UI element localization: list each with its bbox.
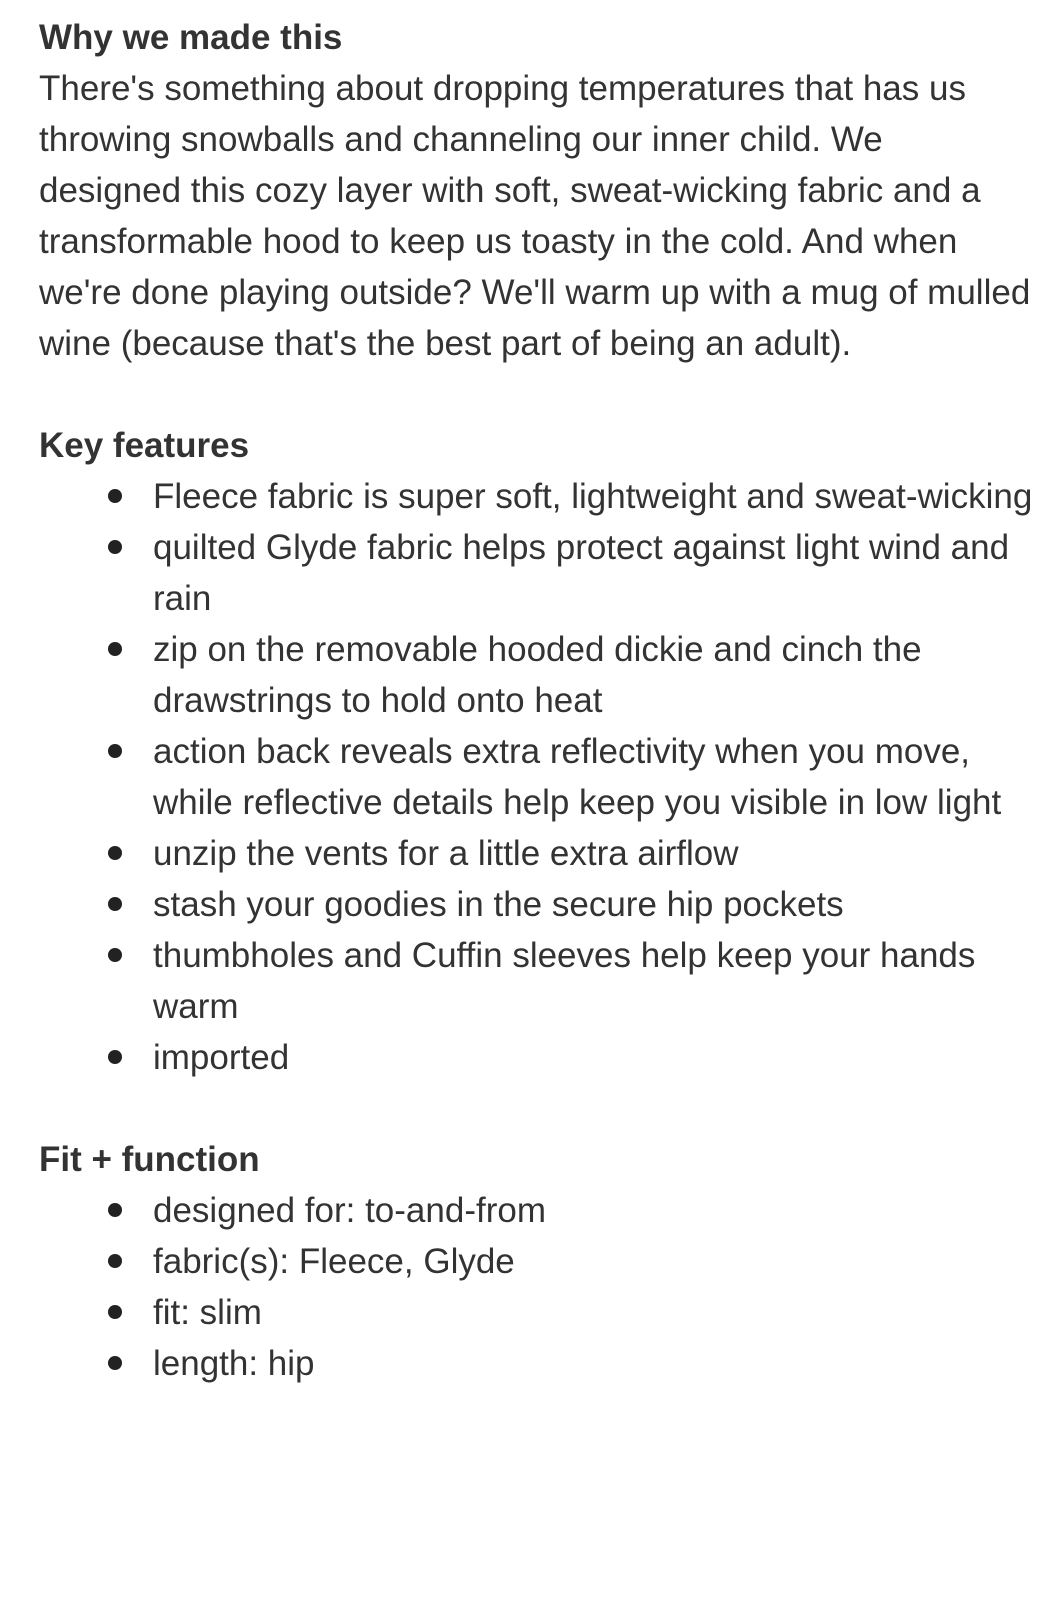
list-item-text: quilted Glyde fabric helps protect against light wind and rain <box>153 528 1010 618</box>
list-item <box>39 1185 1033 1236</box>
bullet-icon <box>108 489 122 503</box>
list-item-text: action back reveals extra reflectivity when you move, while reflective details help keep you visible in low light <box>153 732 1002 822</box>
list-item <box>39 930 1033 1032</box>
key-features-heading: Key features <box>39 426 250 465</box>
fit-function-heading: Fit + function <box>39 1140 260 1179</box>
list-item-text: zip on the removable hooded dickie and cinch the drawstrings to hold onto heat <box>153 630 922 720</box>
list-item-text: designed for: to-and-from <box>153 1191 546 1230</box>
list-item <box>39 1236 1033 1287</box>
list-item-text: imported <box>153 1038 290 1077</box>
list-item-text: fabric(s): Fleece, Glyde <box>153 1242 515 1281</box>
list-item-text: length: hip <box>153 1344 315 1383</box>
fit-function-section <box>39 1134 1033 1389</box>
list-item-text: fit: slim <box>153 1293 262 1332</box>
list-item <box>39 879 1033 930</box>
list-item <box>39 624 1033 726</box>
list-item <box>39 471 1033 522</box>
why-paragraph: There's something about dropping temperatures that has us throwing snowballs and channeling our inner child. We designed this cozy layer with soft, sweat-wicking fabric and a transformable hood to keep us toasty in the cold. And when we're done playing outside? We'll warm up with a mug of mulled wine (because that's the best part of being an adult). <box>39 69 1031 363</box>
list-item <box>39 522 1033 624</box>
bullet-icon <box>108 1203 122 1217</box>
list-item <box>39 828 1033 879</box>
bullet-icon <box>108 540 122 554</box>
list-item-text: unzip the vents for a little extra airflow <box>153 834 739 873</box>
bullet-icon <box>108 1356 122 1370</box>
key-features-list <box>39 471 1033 1083</box>
bullet-icon <box>108 846 122 860</box>
list-item <box>39 1032 1033 1083</box>
why-we-made-this-section <box>39 12 1033 369</box>
bullet-icon <box>108 642 122 656</box>
fit-function-list <box>39 1185 1033 1389</box>
list-item-text: thumbholes and Cuffin sleeves help keep your hands warm <box>153 936 976 1026</box>
list-item <box>39 1287 1033 1338</box>
bullet-icon <box>108 948 122 962</box>
list-item <box>39 1338 1033 1389</box>
bullet-icon <box>108 1305 122 1319</box>
why-heading: Why we made this <box>39 18 343 57</box>
list-item-text: Fleece fabric is super soft, lightweight and sweat-wicking <box>153 477 1033 516</box>
key-features-section <box>39 420 1033 1083</box>
bullet-icon <box>108 1050 122 1064</box>
list-item <box>39 726 1033 828</box>
bullet-icon <box>108 744 122 758</box>
list-item-text: stash your goodies in the secure hip pockets <box>153 885 844 924</box>
bullet-icon <box>108 1254 122 1268</box>
bullet-icon <box>108 897 122 911</box>
